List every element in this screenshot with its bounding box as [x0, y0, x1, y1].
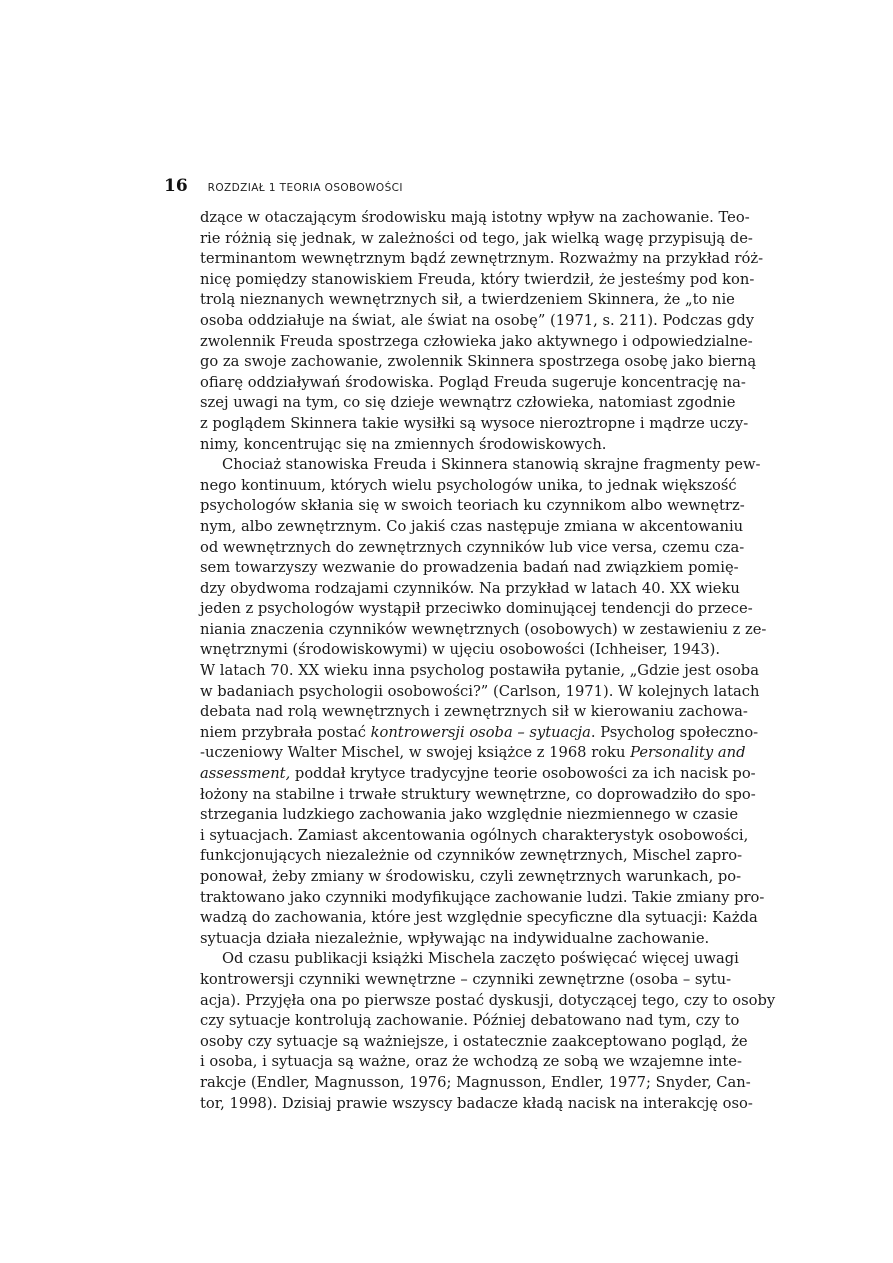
- text-line: kontrowersji czynniki wewnętrzne – czynniki zewnętrzne (osoba – sytu-: [200, 970, 732, 988]
- text-line: nimy, koncentrując się na zmiennych środowiskowych.: [200, 435, 607, 453]
- paragraph: [200, 208, 764, 455]
- text-line: nego kontinuum, których wielu psychologów unika, to jednak większość: [200, 476, 737, 494]
- text-line: trolą nieznanych wewnętrznych sił, a twierdzeniem Skinnera, że „to nie: [200, 291, 735, 309]
- text-line: wnętrznymi (środowiskowymi) w ujęciu osobowości (Ichheiser, 1943).: [200, 641, 721, 659]
- text-line: łożony na stabilne i trwałe struktury wewnętrzne, co doprowadziło do spo-: [200, 785, 756, 803]
- chapter-title: ROZDZIAŁ 1 TEORIA OSOBOWOŚCI: [207, 182, 403, 194]
- text-line: Chociaż stanowiska Freuda i Skinnera stanowią skrajne fragmenty pew-: [222, 456, 761, 474]
- text-line: od wewnętrznych do zewnętrznych czynników lub vice versa, czemu cza-: [200, 538, 745, 556]
- text-line: niem przybrała postać kontrowersji osoba – sytuacja. Psycholog społeczno-: [200, 723, 759, 741]
- text-line: i osoba, i sytuacja są ważne, oraz że wchodzą ze sobą we wzajemne inte-: [200, 1053, 742, 1071]
- text-line: psychologów skłania się w swoich teoriach ku czynnikom albo wewnętrz-: [200, 497, 745, 515]
- text-line: osoba oddziałuje na świat, ale świat na osobę” (1971, s. 211). Podczas gdy: [200, 311, 755, 329]
- paragraph: [200, 949, 776, 1114]
- text-line: z poglądem Skinnera takie wysiłki są wysoce nieroztropne i mądrze uczy-: [200, 414, 749, 432]
- text-line: W latach 70. XX wieku inna psycholog postawiła pytanie, „Gdzie jest osoba: [200, 662, 759, 680]
- text-line: funkcjonujących niezależnie od czynników zewnętrznych, Mischel zapro-: [200, 847, 743, 865]
- text-line: -uczeniowy Walter Mischel, w swojej książce z 1968 roku Personality and: [200, 744, 746, 762]
- page-number: 16: [164, 176, 188, 196]
- italic-term: assessment,: [200, 765, 291, 783]
- text-line: assessment, poddał krytyce tradycyjne teorie osobowości za ich nacisk po-: [200, 765, 756, 783]
- text-line: rie różnią się jednak, w zależności od tego, jak wielką wagę przypisują de-: [200, 229, 753, 247]
- text-line: Od czasu publikacji książki Mischela zaczęto poświęcać więcej uwagi: [222, 950, 739, 968]
- text-line: strzegania ludzkiego zachowania jako względnie niezmiennego w czasie: [200, 806, 739, 824]
- text-line: acja). Przyjęła ona po pierwsze postać dyskusji, dotyczącej tego, czy to osoby: [200, 991, 776, 1009]
- text-line: terminantom wewnętrznym bądź zewnętrznym. Rozważmy na przykład róż-: [200, 250, 764, 268]
- text-line: niania znaczenia czynników wewnętrznych (osobowych) w zestawieniu z ze-: [200, 620, 767, 638]
- text-line: osoby czy sytuacje są ważniejsze, i ostatecznie zaakceptowano pogląd, że: [200, 1032, 748, 1050]
- text-line: traktowano jako czynniki modyfikujące zachowanie ludzi. Takie zmiany pro-: [200, 888, 765, 906]
- text-line: nym, albo zewnętrznym. Co jakiś czas następuje zmiana w akcentowaniu: [200, 517, 744, 535]
- text-line: rakcje (Endler, Magnusson, 1976; Magnusson, Endler, 1977; Snyder, Can-: [200, 1073, 751, 1091]
- text-line: sytuacja działa niezależnie, wpływając na indywidualne zachowanie.: [200, 929, 710, 947]
- text-line: debata nad rolą wewnętrznych i zewnętrznych sił w kierowaniu zachowa-: [200, 703, 748, 721]
- text-line: jeden z psychologów wystąpił przeciwko dominującej tendencji do przece-: [200, 600, 753, 618]
- italic-term: kontrowersji osoba – sytuacja: [370, 723, 591, 741]
- text-line: ponował, żeby zmiany w środowisku, czyli zewnętrznych warunkach, po-: [200, 868, 742, 885]
- text-line: sem towarzyszy wezwanie do prowadzenia badań nad związkiem pomię-: [200, 559, 739, 577]
- italic-term: Personality and: [630, 744, 746, 762]
- text-line: wadzą do zachowania, które jest względnie specyficzne dla sytuacji: Każda: [200, 909, 758, 927]
- running-head: [164, 176, 724, 198]
- text-line: go za swoje zachowanie, zwolennik Skinnera spostrzega osobę jako bierną: [200, 353, 757, 371]
- text-line: nicę pomiędzy stanowiskiem Freuda, który twierdził, że jesteśmy pod kon-: [200, 270, 755, 288]
- body-text: [200, 208, 776, 1114]
- text-line: dzy obydwoma rodzajami czynników. Na przykład w latach 40. XX wieku: [200, 579, 740, 597]
- paragraph: [200, 455, 767, 949]
- text-line: w badaniach psychologii osobowości?” (Carlson, 1971). W kolejnych latach: [200, 682, 760, 700]
- text-line: tor, 1998). Dzisiaj prawie wszyscy badacze kładą nacisk na interakcję oso-: [200, 1094, 753, 1112]
- text-line: czy sytuacje kontrolują zachowanie. Później debatowano nad tym, czy to: [200, 1012, 740, 1030]
- text-line: zwolennik Freuda spostrzega człowieka jako aktywnego i odpowiedzialne-: [200, 332, 753, 350]
- text-line: i sytuacjach. Zamiast akcentowania ogólnych charakterystyk osobowości,: [200, 826, 749, 844]
- text-line: ofiarę oddziaływań środowiska. Pogląd Freuda sugeruje koncentrację na-: [200, 373, 746, 391]
- text-line: szej uwagi na tym, co się dzieje wewnątrz człowieka, natomiast zgodnie: [200, 394, 736, 412]
- text-line: dzące w otaczającym środowisku mają istotny wpływ na zachowanie. Teo-: [200, 209, 750, 226]
